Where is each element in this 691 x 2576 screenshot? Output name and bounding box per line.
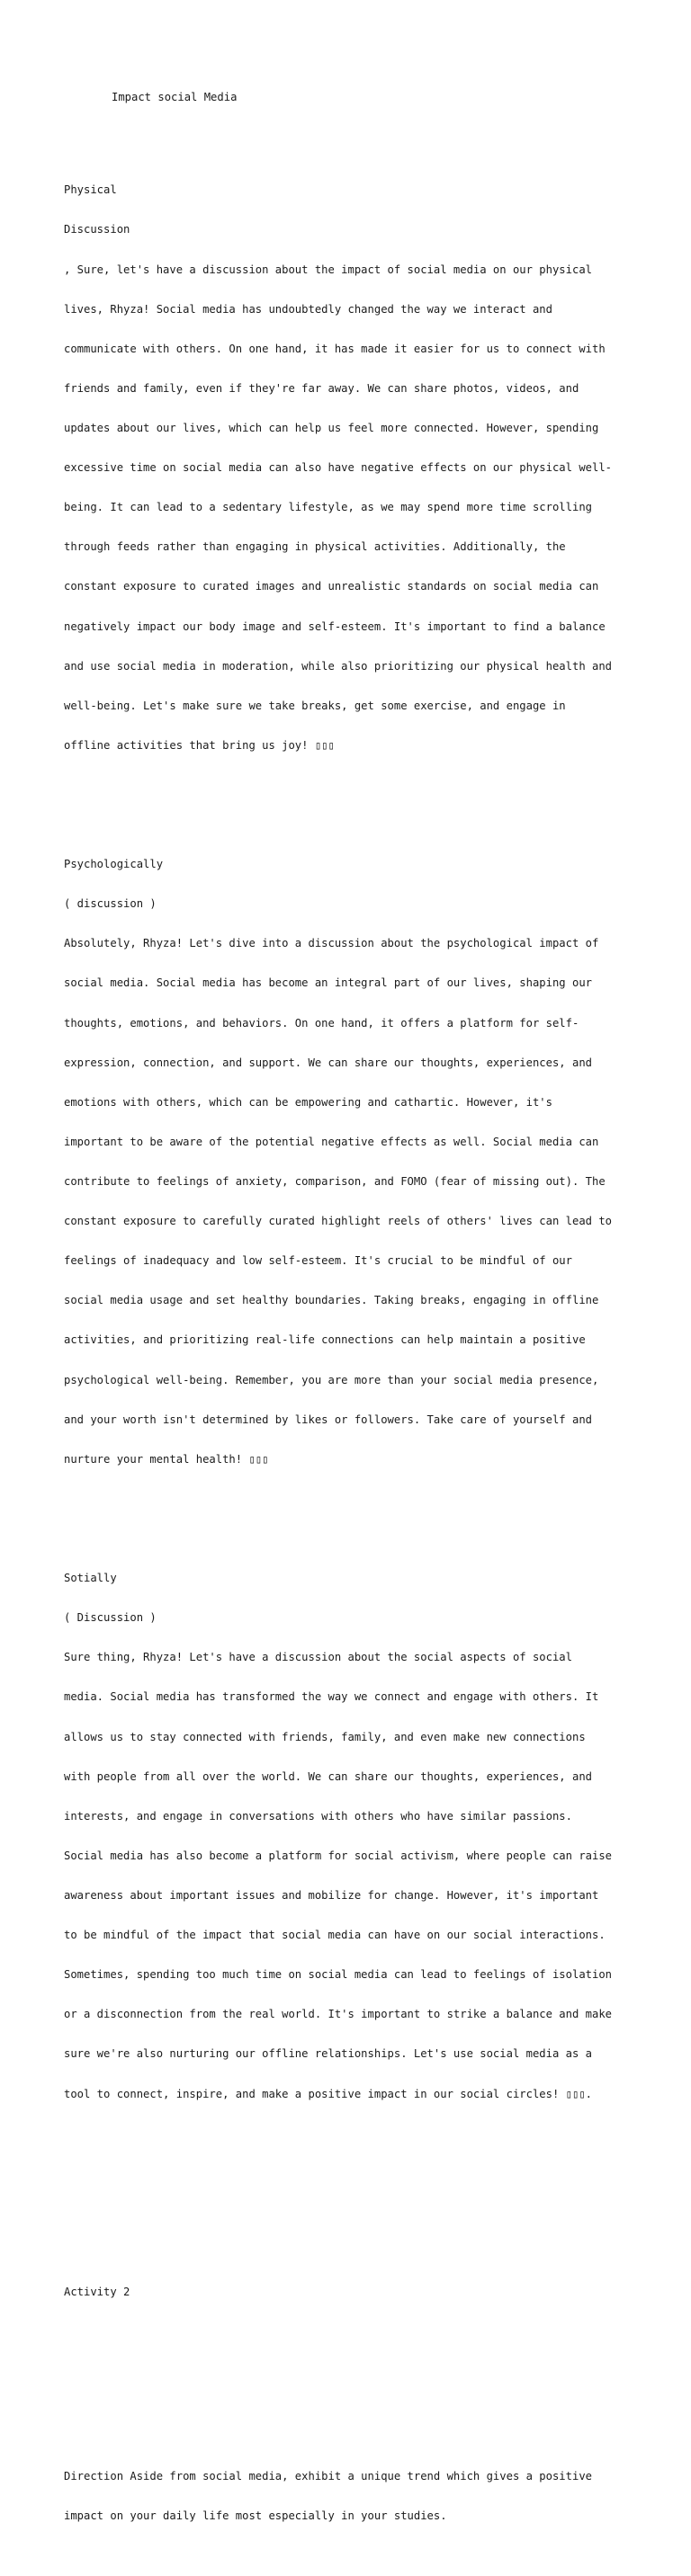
body-line: psychological well-being. Remember, you are more than your social media presence,: [64, 1373, 599, 1386]
spacer: [64, 2179, 640, 2219]
activity-direction-line: Direction Aside from social media, exhibit a unique trend which gives a positive: [64, 2470, 592, 2483]
document-page: [64, 65, 640, 2576]
body-line: important to be aware of the potential negative effects as well. Social media can: [64, 1135, 599, 1148]
body-line: tool to connect, inspire, and make a positive impact in our social circles! ▯▯▯.: [64, 2087, 592, 2100]
activity-direction-line: impact on your daily life most especially in your studies.: [64, 2509, 447, 2523]
body-line: interests, and engage in conversations with others who have similar passions.: [64, 1809, 572, 1823]
body-line: being. It can lead to a sedentary lifestyle, as we may spend more time scrolling: [64, 501, 592, 514]
body-line: activities, and prioritizing real-life connections can help maintain a positive: [64, 1333, 586, 1347]
body-line: awareness about important issues and mobilize for change. However, it's important: [64, 1888, 599, 1902]
activity-heading: Activity 2: [64, 2285, 130, 2298]
body-line: social media. Social media has become an integral part of our lives, shaping our: [64, 976, 592, 990]
body-line: and use social media in moderation, while also prioritizing our physical health and: [64, 659, 613, 673]
document-title: Impact social Media: [112, 91, 238, 104]
body-line: Sometimes, spending too much time on social media can lead to feelings of isolation: [64, 1968, 613, 1982]
body-line: expression, connection, and support. We can share our thoughts, experiences, and: [64, 1056, 592, 1069]
body-line: , Sure, let's have a discussion about the impact of social media on our physical: [64, 263, 592, 276]
body-line: social media usage and set healthy boundaries. Taking breaks, engaging in offline: [64, 1294, 599, 1307]
body-line: nurture your mental health! ▯▯▯: [64, 1452, 269, 1466]
body-line: feelings of inadequacy and low self-esteem. It's crucial to be mindful of our: [64, 1254, 572, 1268]
body-line: Sure thing, Rhyza! Let's have a discussion about the social aspects of social: [64, 1651, 572, 1664]
activity-direction-block: [64, 2444, 640, 2550]
body-line: media. Social media has transformed the way we connect and engage with others. It: [64, 1690, 599, 1704]
section-heading: Physical: [64, 183, 117, 197]
body-line: through feeds rather than engaging in physical activities. Additionally, the: [64, 540, 566, 554]
body-line: Absolutely, Rhyza! Let's dive into a discussion about the psychological impact of: [64, 937, 599, 950]
body-line: allows us to stay connected with friends, family, and even make new connections: [64, 1730, 586, 1743]
body-line: thoughts, emotions, and behaviors. On one hand, it offers a platform for self-: [64, 1016, 579, 1030]
body-line: communicate with others. On one hand, it has made it easier for us to connect with: [64, 342, 606, 355]
section-psychologically: [64, 832, 640, 1493]
section-physical: [64, 157, 640, 779]
body-line: to be mindful of the impact that social media can have on our social interactions.: [64, 1929, 606, 1942]
body-line: Social media has also become a platform for social activism, where people can raise: [64, 1849, 613, 1862]
section-sotially: [64, 1546, 640, 2127]
body-line: constant exposure to carefully curated highlight reels of others' lives can lead to: [64, 1215, 613, 1228]
section-heading: Sotially: [64, 1572, 117, 1585]
activity-heading-block: [64, 2260, 640, 2326]
section-subheading: ( discussion ): [64, 897, 157, 911]
body-line: offline activities that bring us joy! ▯▯▯: [64, 738, 335, 752]
body-line: well-being. Let's make sure we take breaks, get some exercise, and engage in: [64, 699, 566, 712]
body-line: updates about our lives, which can help us feel more connected. However, spending: [64, 421, 599, 434]
body-line: excessive time on social media can also have negative effects on our physical well-: [64, 461, 613, 475]
body-line: negatively impact our body image and self-esteem. It's important to find a balance: [64, 619, 606, 633]
body-line: lives, Rhyza! Social media has undoubtedly changed the way we interact and: [64, 302, 552, 316]
section-subheading: Discussion: [64, 223, 130, 236]
spacer: [64, 2378, 640, 2404]
body-line: emotions with others, which can be empowering and cathartic. However, it's: [64, 1095, 552, 1109]
body-line: friends and family, even if they're far away. We can share photos, videos, and: [64, 381, 579, 395]
body-line: and your worth isn't determined by likes or followers. Take care of yourself and: [64, 1413, 592, 1426]
body-line: contribute to feelings of anxiety, comparison, and FOMO (fear of missing out). The: [64, 1175, 606, 1189]
section-heading: Psychologically: [64, 858, 164, 871]
section-subheading: ( Discussion ): [64, 1611, 157, 1625]
body-line: sure we're also nurturing our offline relationships. Let's use social media as a: [64, 2047, 592, 2061]
body-line: with people from all over the world. We can share our thoughts, experiences, and: [64, 1769, 592, 1783]
body-line: constant exposure to curated images and unrealistic standards on social media can: [64, 580, 599, 593]
body-line: or a disconnection from the real world. It's important to strike a balance and make: [64, 2008, 613, 2021]
